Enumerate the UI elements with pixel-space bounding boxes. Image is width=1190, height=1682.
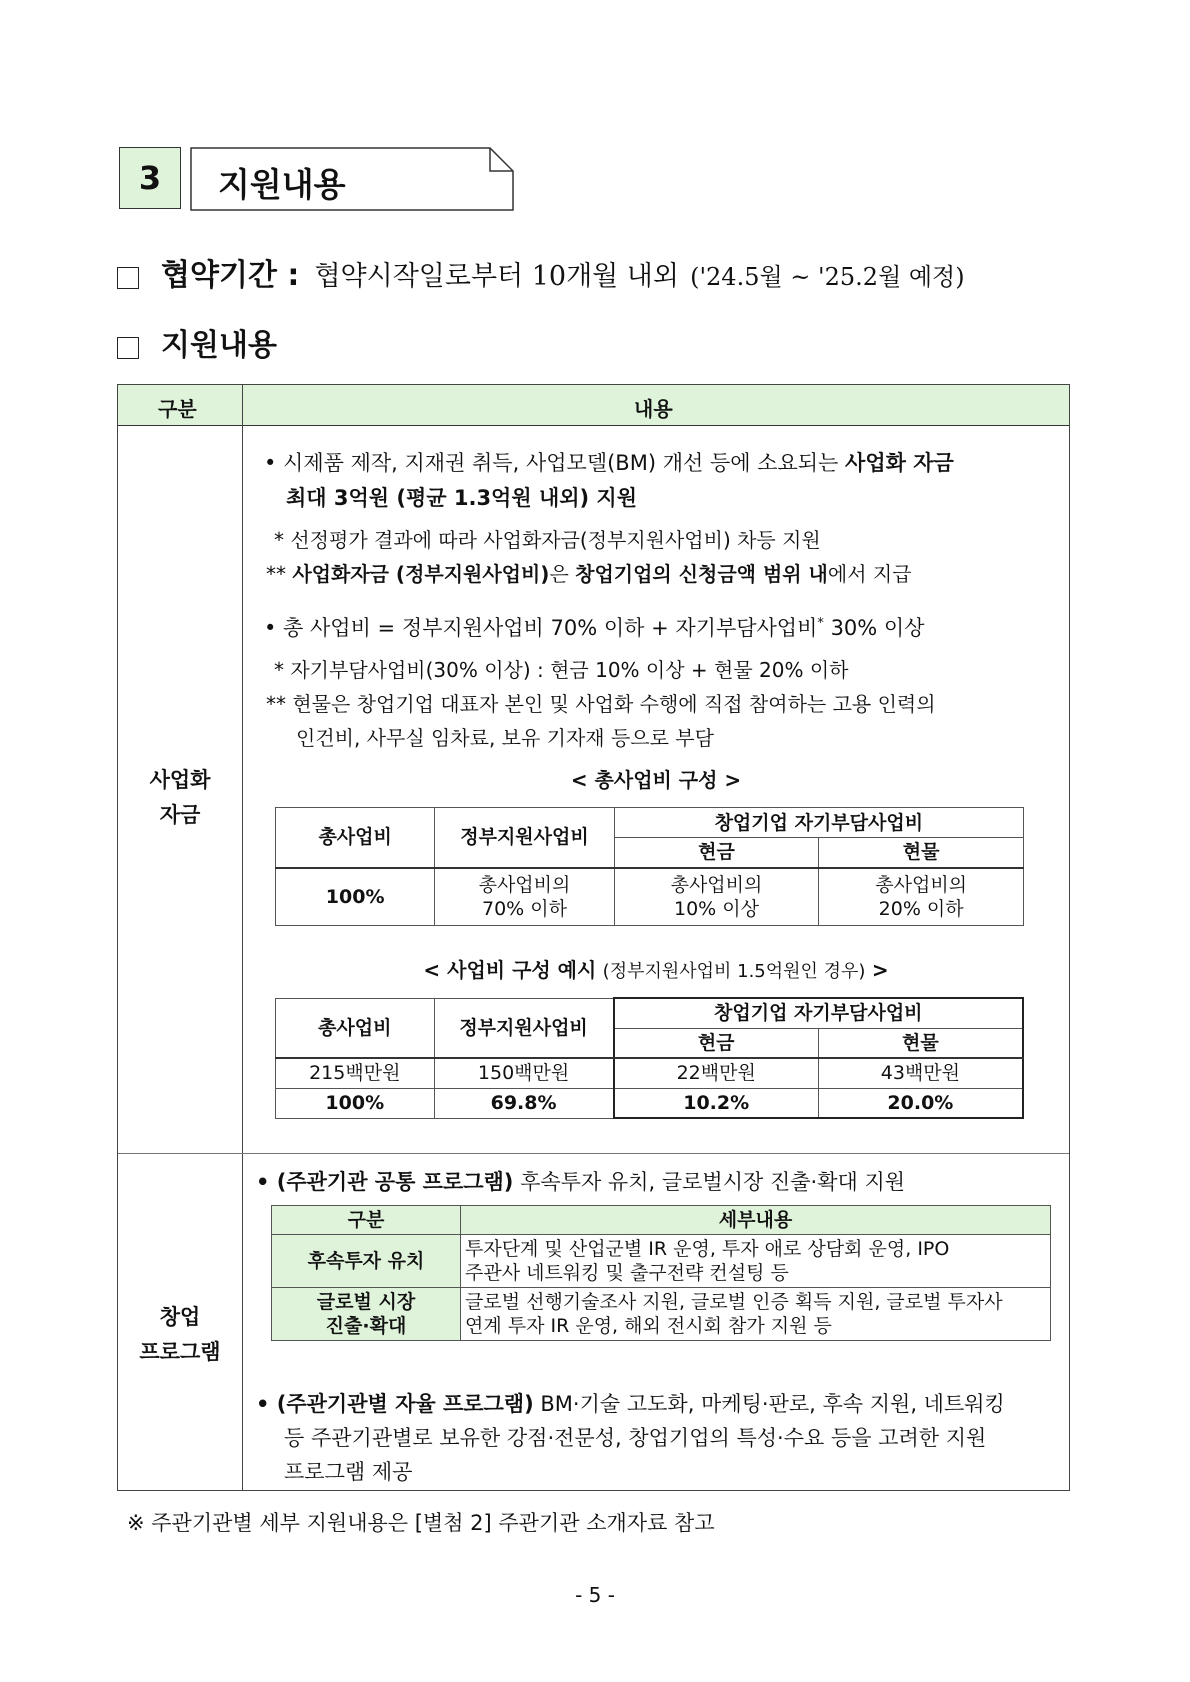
prog-header-detail: 세부내용 [461,1206,1051,1235]
t2-ratio-total: 100% [276,1088,435,1118]
prog-row-investment-detail: 투자단계 및 산업군별 IR 운영, 투자 애로 상담회 운영, IPO 주관사 네트워킹 및 출구전략 컨설팅 등 [461,1235,1051,1288]
program-bullet-1: • (주관기관 공통 프로그램) 후속투자 유치, 글로벌시장 진출·확대 지원 [256,1170,906,1194]
t2-header-cash: 현금 [614,1028,819,1058]
t2-ratio-gov: 69.8% [434,1088,614,1118]
program-bullet-2-line3: 프로그램 제공 [284,1460,413,1484]
checkbox-square-icon [117,267,139,289]
t2-amount-gov: 150백만원 [434,1058,614,1088]
category-funding: 사업화 자금 [149,768,211,827]
agreement-text: 협약시작일로부터 10개월 내외 [314,261,679,292]
program-bullet-2-line2: 등 주관기관별로 보유한 강점·전문성, 창업기업의 특성·수요 등을 고려한 지원 [284,1426,987,1450]
t2-header-kind: 현물 [818,1028,1023,1058]
header-category: 구분 [158,397,197,421]
section-number: 3 [119,147,181,209]
support-heading: 지원내용 [161,328,277,363]
prog-header-category: 구분 [272,1206,461,1235]
prog-row-global-detail: 글로벌 선행기술조사 지원, 글로벌 인증 획득 지원, 글로벌 투자사 연계 투자 IR 운영, 해외 전시회 참가 지원 등 [461,1288,1051,1341]
t2-amount-total: 215백만원 [276,1058,435,1088]
t1-gov: 총사업비의 70% 이하 [435,868,614,926]
page-number: - 5 - [575,1583,615,1607]
checkbox-square-icon [117,337,139,359]
agreement-note: ('24.5월 ~ '25.2월 예정) [690,263,965,291]
cost-structure-table [275,807,1024,926]
support-heading-line [117,320,277,364]
funding-note-4: ** 현물은 창업기업 대표자 본인 및 사업화 수행에 직접 참여하는 고용 인력의 [266,692,936,716]
prog-row-global: 글로벌 시장 진출·확대 [272,1288,461,1341]
t1-cash: 총사업비의 10% 이상 [614,868,819,926]
t2-amount-kind: 43백만원 [818,1058,1023,1088]
t1-header-self: 창업기업 자기부담사업비 [614,808,1023,838]
table1-title: < 총사업비 구성 > [570,768,742,792]
t2-header-self: 창업기업 자기부담사업비 [614,998,1023,1028]
support-table [117,384,1070,1491]
agreement-line [117,250,965,294]
agreement-label: 협약기간 : [161,258,300,293]
t2-header-gov: 정부지원사업비 [434,998,614,1058]
section-title-box [190,147,514,211]
t1-header-total: 총사업비 [276,808,435,868]
section-title: 지원내용 [218,165,346,204]
t2-amount-cash: 22백만원 [614,1058,819,1088]
t1-kind: 총사업비의 20% 이하 [819,868,1024,926]
funding-bullet-1: • 시제품 제작, 지재권 취득, 사업모델(BM) 개선 등에 소요되는 사업화 자금 [264,451,954,475]
t1-total: 100% [276,868,435,926]
support-table-header [118,385,1069,426]
t1-header-gov: 정부지원사업비 [435,808,614,868]
program-table [271,1205,1051,1341]
prog-row-investment: 후속투자 유치 [272,1235,461,1288]
table2-title: < 사업비 구성 예시 (정부지원사업비 1.5억원인 경우) > [423,958,889,982]
funding-bullet-1-line2: 최대 3억원 (평균 1.3억원 내외) 지원 [286,486,637,510]
t2-header-total: 총사업비 [276,998,435,1058]
footnote: ※ 주관기관별 세부 지원내용은 [별첨 2] 주관기관 소개자료 참고 [127,1511,715,1535]
funding-note-2: ** 사업화자금 (정부지원사업비)은 창업기업의 신청금액 범위 내에서 지급 [266,562,912,586]
t1-header-kind: 현물 [819,838,1024,868]
cost-example-table [275,997,1024,1119]
funding-bullet-2: • 총 사업비 = 정부지원사업비 70% 이하 + 자기부담사업비* 30% 이상 [264,616,925,640]
program-bullet-2: • (주관기관별 자율 프로그램) BM·기술 고도화, 마케팅·판로, 후속 지원, 네트워킹 [256,1392,1005,1416]
t1-header-cash: 현금 [614,838,819,868]
header-content: 내용 [634,397,673,421]
funding-note-1: * 선정평가 결과에 따라 사업화자금(정부지원사업비) 차등 지원 [274,528,821,552]
t2-ratio-kind: 20.0% [818,1088,1023,1118]
category-program: 창업 프로그램 [139,1305,221,1364]
t2-ratio-cash: 10.2% [614,1088,819,1118]
funding-note-4-line2: 인건비, 사무실 임차료, 보유 기자재 등으로 부담 [296,726,714,750]
funding-note-3: * 자기부담사업비(30% 이상) : 현금 10% 이상 + 현물 20% 이하 [274,658,849,682]
